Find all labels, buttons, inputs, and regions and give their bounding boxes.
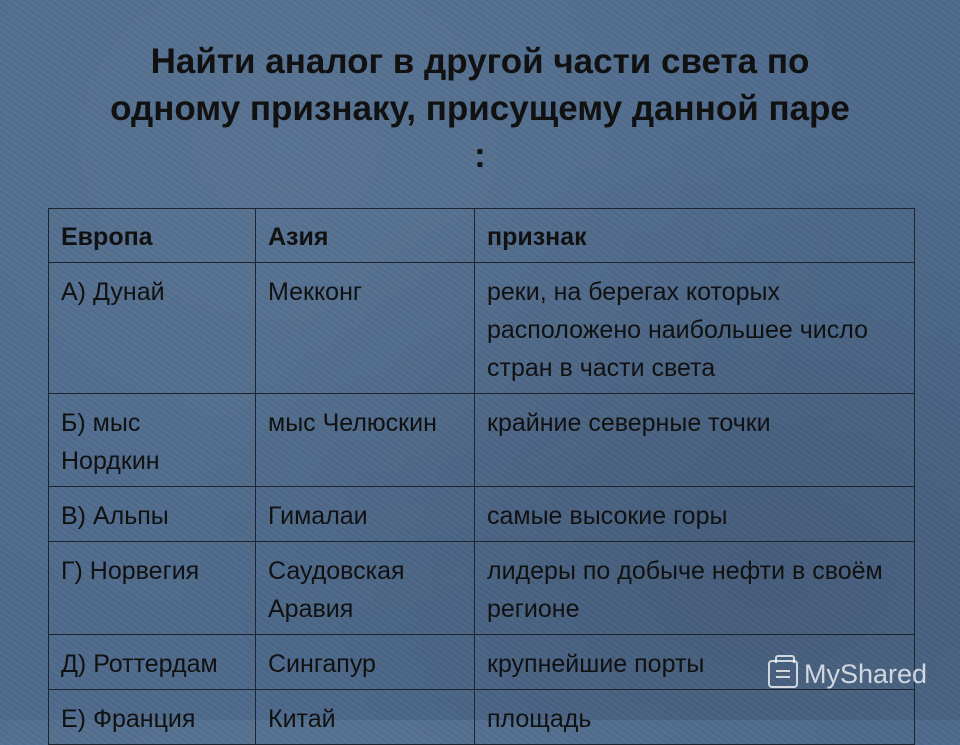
table-row [49, 263, 915, 394]
title-line-2: одному признаку, присущему данной паре [110, 89, 850, 128]
myshared-watermark[interactable] [768, 656, 927, 692]
cell-feature: крупнейшие порты [475, 635, 915, 690]
cell-europe: А) Дунай [49, 263, 256, 394]
table-row [49, 394, 915, 487]
cell-europe: Д) Роттердам [49, 635, 256, 690]
cell-feature: крайние северные точки [475, 394, 915, 487]
cell-asia: Китай [256, 690, 475, 745]
header-asia: Азия [256, 209, 475, 263]
table-header-row [49, 209, 915, 263]
myshared-logo-icon [768, 660, 798, 688]
cell-europe: Г) Норвегия [49, 542, 256, 635]
cell-asia: мыс Челюскин [256, 394, 475, 487]
table-row [49, 690, 915, 745]
cell-feature: площадь [475, 690, 915, 745]
cell-europe: Б) мыс Нордкин [49, 394, 256, 487]
title-line-3: : [474, 136, 486, 175]
title-line-1: Найти аналог в другой части света по [150, 42, 810, 81]
cell-asia: Саудовская Аравия [256, 542, 475, 635]
cell-europe: В) Альпы [49, 487, 256, 542]
header-feature: признак [475, 209, 915, 263]
cell-europe: Е) Франция [49, 690, 256, 745]
watermark-text: MyShared [804, 658, 928, 689]
cell-feature: реки, на берегах которых расположено наибольшее число стран в части света [475, 263, 915, 394]
cell-feature: лидеры по добыче нефти в своём регионе [475, 542, 915, 635]
cell-asia: Мекконг [256, 263, 475, 394]
cell-asia: Сингапур [256, 635, 475, 690]
table-row [49, 487, 915, 542]
table-row [49, 542, 915, 635]
cell-feature: самые высокие горы [475, 487, 915, 542]
cell-asia: Гималаи [256, 487, 475, 542]
header-europe: Европа [49, 209, 256, 263]
slide-title [0, 38, 960, 179]
